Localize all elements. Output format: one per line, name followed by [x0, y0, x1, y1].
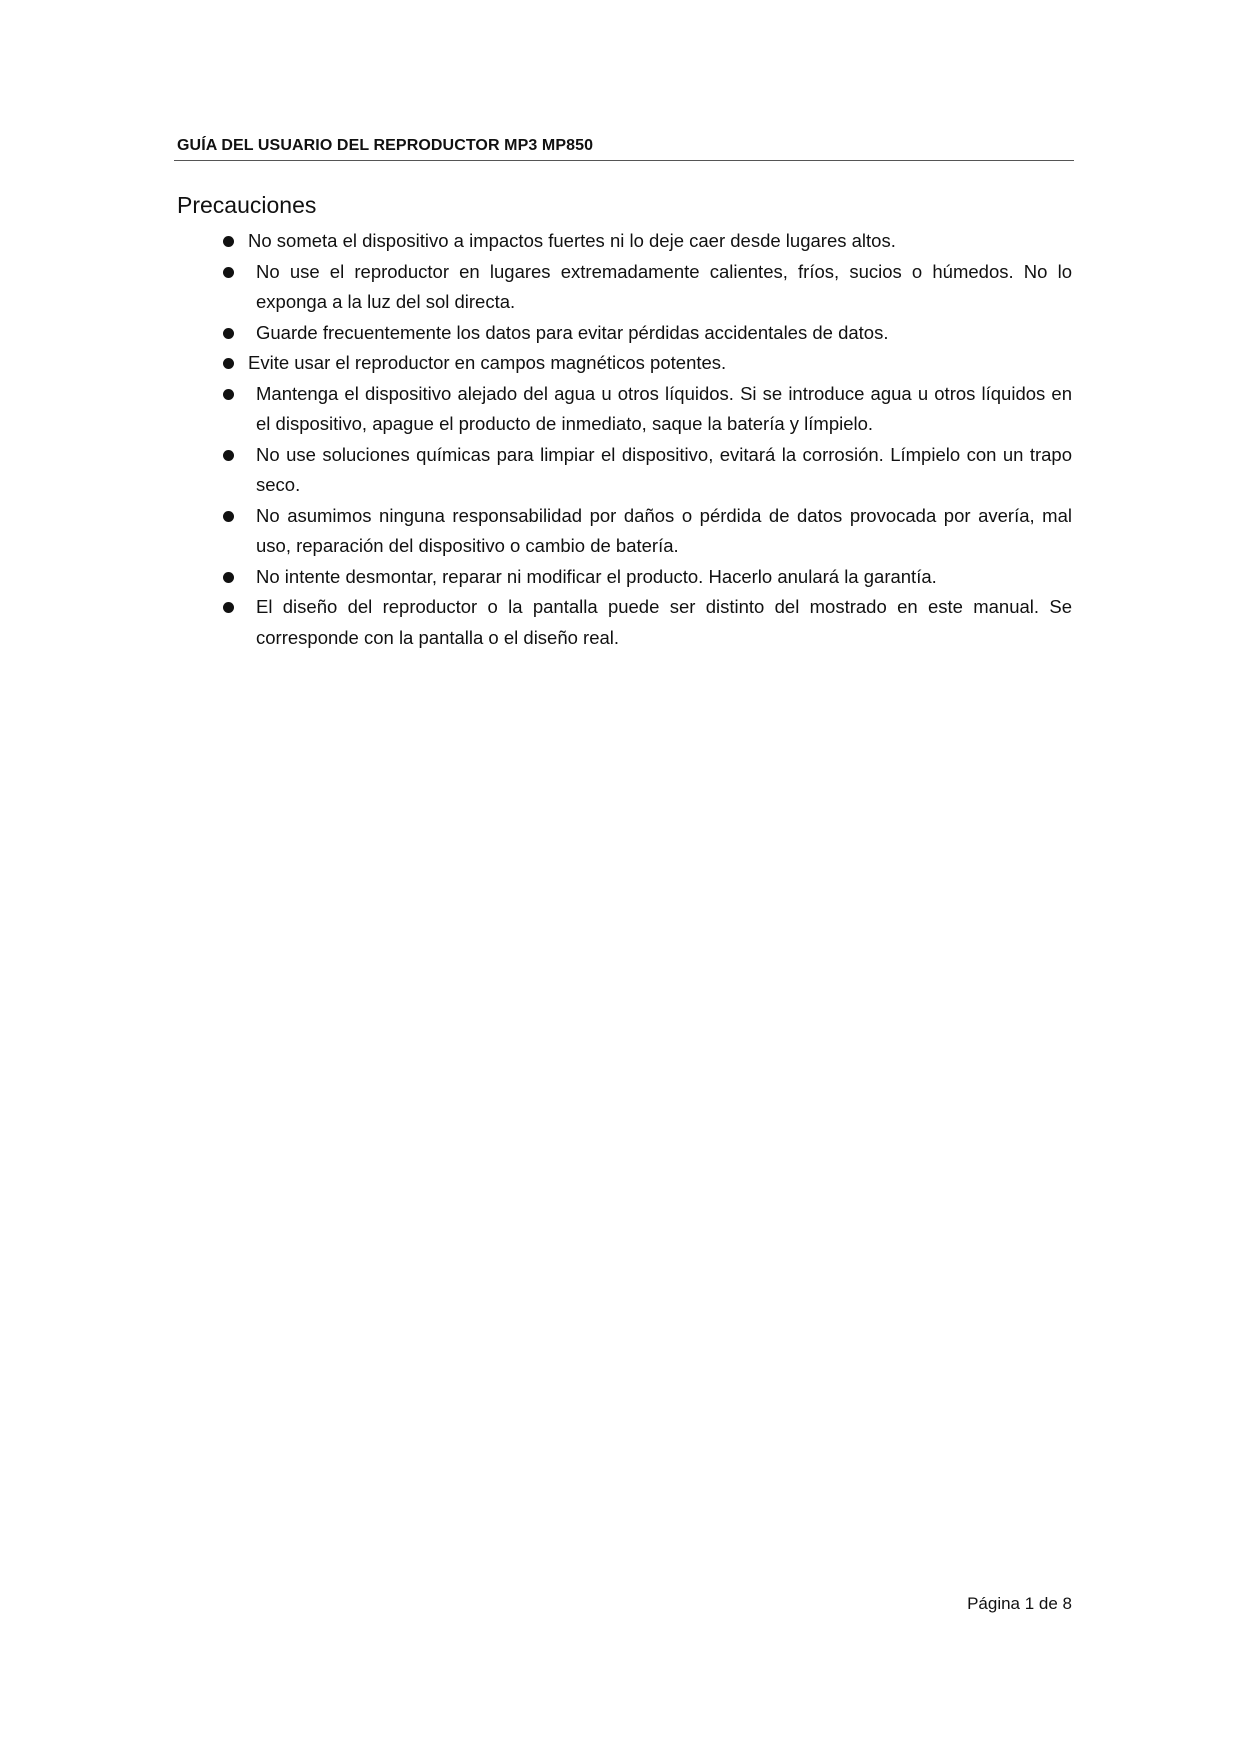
bullet-icon: [223, 602, 234, 613]
list-item-text: No intente desmontar, reparar ni modificar el producto. Hacerlo anulará la garantía.: [256, 565, 937, 587]
section-title: Precauciones: [177, 192, 317, 218]
list-item-text: Mantenga el dispositivo alejado del agua u otros líquidos. Si se introduce agua u otros líquidos en el dispositivo, apague el producto de inmediato, saque la batería y límpielo.: [256, 382, 1072, 434]
list-item: [220, 348, 1072, 379]
list-item-text: No someta el dispositivo a impactos fuertes ni lo deje caer desde lugares altos.: [248, 230, 896, 251]
list-item: [220, 440, 1072, 501]
list-item-text: No use el reproductor en lugares extremadamente calientes, fríos, sucios o húmedos. No lo exponga a la luz del sol directa.: [256, 260, 1072, 312]
list-item-text: El diseño del reproductor o la pantalla puede ser distinto del mostrado en este manual. Se corresponde con la pantalla o el diseño real.: [256, 596, 1072, 648]
list-item-text: Evite usar el reproductor en campos magnéticos potentes.: [248, 352, 727, 373]
bullet-icon: [223, 358, 234, 369]
bullet-icon: [223, 450, 234, 461]
list-item: [220, 318, 1072, 349]
bullet-icon: [223, 572, 234, 583]
bullet-icon: [223, 389, 234, 400]
page-header: [174, 134, 1074, 161]
bullet-icon: [223, 511, 234, 522]
list-item: [220, 257, 1072, 318]
precautions-list: [220, 226, 1072, 653]
bullet-icon: [223, 328, 234, 339]
list-item-text: No use soluciones químicas para limpiar el dispositivo, evitará la corrosión. Límpielo con un trapo seco.: [256, 443, 1072, 495]
list-item: [220, 379, 1072, 440]
list-item: [220, 592, 1072, 653]
list-item: [220, 501, 1072, 562]
bullet-icon: [223, 267, 234, 278]
document-title: GUÍA DEL USUARIO DEL REPRODUCTOR MP3 MP850: [177, 137, 594, 154]
list-item-text: Guarde frecuentemente los datos para evitar pérdidas accidentales de datos.: [256, 321, 889, 343]
page-number: Página 1 de 8: [967, 1594, 1072, 1613]
bullet-icon: [223, 236, 234, 247]
list-item: [220, 562, 1072, 593]
list-item-text: No asumimos ninguna responsabilidad por daños o pérdida de datos provocada por avería, mal uso, reparación del dispositivo o cambio de batería.: [256, 504, 1072, 556]
list-item: [220, 226, 1072, 257]
